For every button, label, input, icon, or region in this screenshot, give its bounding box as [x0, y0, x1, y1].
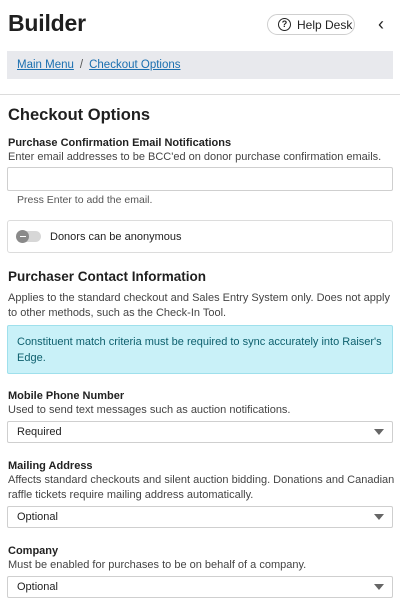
anonymous-donors-row — [7, 220, 393, 253]
help-desk-button[interactable] — [267, 14, 355, 35]
company-label: Company — [8, 545, 59, 557]
page-title: Checkout Options — [8, 106, 151, 124]
mobile-phone-value: Required — [17, 426, 62, 438]
help-circle-icon: ? — [278, 18, 291, 31]
email-notifications-description: Enter email addresses to be BCC'ed on donor purchase confirmation emails. — [8, 151, 382, 163]
divider — [0, 94, 400, 95]
mailing-address-select[interactable] — [7, 506, 393, 528]
mailing-address-description: Affects standard checkouts and silent auction bidding. Donations and Canadian raffle tickets require mailing address automatically. — [8, 474, 395, 501]
caret-down-icon — [374, 584, 384, 590]
company-description: Must be enabled for purchases to be on behalf of a company. — [8, 559, 307, 571]
breadcrumb-checkout-options[interactable]: Checkout Options — [89, 59, 181, 71]
mobile-phone-label: Mobile Phone Number — [8, 390, 125, 402]
mailing-address-value: Optional — [17, 511, 58, 523]
email-input-hint: Press Enter to add the email. — [17, 194, 153, 206]
contact-info-heading: Purchaser Contact Information — [8, 269, 207, 284]
toggle-off-icon — [16, 230, 29, 243]
mailing-address-label: Mailing Address — [8, 460, 93, 472]
mobile-phone-description: Used to send text messages such as auction notifications. — [8, 404, 291, 416]
contact-info-description: Applies to the standard checkout and Sales Entry System only. Does not apply to other methods, such as the Check-In Tool. — [8, 292, 390, 319]
email-input[interactable] — [7, 167, 393, 191]
company-select[interactable] — [7, 576, 393, 598]
caret-down-icon — [374, 429, 384, 435]
raisers-edge-alert: Constituent match criteria must be required to sync accurately into Raiser's Edge. — [7, 325, 393, 374]
chevron-left-icon[interactable]: ‹ — [378, 14, 384, 34]
mobile-phone-select[interactable] — [7, 421, 393, 443]
anonymous-donors-label: Donors can be anonymous — [50, 230, 182, 243]
anonymous-donors-toggle[interactable] — [17, 231, 41, 242]
breadcrumb-separator: / — [79, 59, 84, 71]
app-title: Builder — [8, 10, 86, 36]
breadcrumb — [7, 51, 393, 79]
header — [0, 0, 400, 50]
help-desk-label: Help Desk — [297, 17, 353, 32]
caret-down-icon — [374, 514, 384, 520]
email-notifications-label: Purchase Confirmation Email Notifications — [8, 137, 232, 149]
breadcrumb-main-menu[interactable]: Main Menu — [17, 59, 74, 71]
company-value: Optional — [17, 581, 58, 593]
